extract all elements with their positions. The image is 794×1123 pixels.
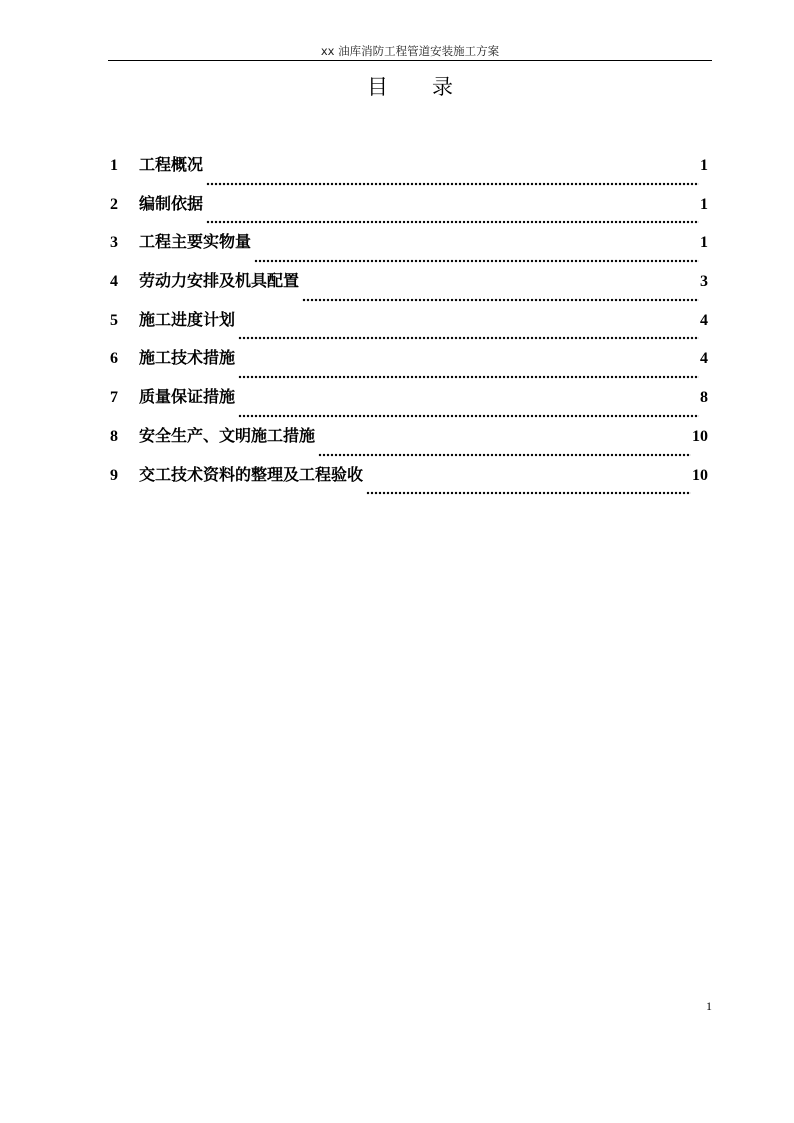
toc-entry-page: 4 <box>700 311 708 329</box>
toc-entry-number: 8 <box>110 427 118 445</box>
toc-entry-6[interactable] <box>110 346 708 385</box>
title-char-2: 录 <box>432 75 453 99</box>
toc-entry-title: 施工技术措施 <box>139 348 236 368</box>
toc-entry-page: 10 <box>692 466 708 484</box>
toc-entry-title: 工程主要实物量 <box>139 232 252 252</box>
toc-entry-number: 3 <box>110 234 118 252</box>
toc-entry-page: 8 <box>700 389 708 407</box>
toc-entry-title: 劳动力安排及机具配置 <box>139 271 300 291</box>
toc-entry-number: 5 <box>110 311 118 329</box>
toc-entry-page: 3 <box>700 273 708 291</box>
toc-entry-title: 编制依据 <box>139 193 204 213</box>
toc-entry-title: 施工进度计划 <box>139 309 236 329</box>
toc-dot-leader <box>206 172 699 186</box>
title-char-1: 目 <box>367 75 388 99</box>
table-of-contents <box>110 153 708 501</box>
toc-entry-title: 质量保证措施 <box>139 387 236 407</box>
toc-entry-page: 1 <box>700 195 708 213</box>
toc-dot-leader <box>206 210 699 224</box>
table-of-contents-title <box>108 72 712 102</box>
toc-entry-number: 7 <box>110 389 118 407</box>
toc-entry-9[interactable] <box>110 463 708 502</box>
header-text: xx 油库消防工程管道安装施工方案 <box>320 44 500 58</box>
toc-dot-leader <box>238 404 699 418</box>
toc-dot-leader <box>302 288 699 302</box>
toc-entry-title: 安全生产、文明施工措施 <box>139 425 316 445</box>
toc-entry-page: 4 <box>700 350 708 368</box>
toc-entry-number: 9 <box>110 466 118 484</box>
toc-entry-number: 2 <box>110 195 118 213</box>
toc-entry-number: 6 <box>110 350 118 368</box>
toc-dot-leader <box>318 443 691 457</box>
toc-entry-number: 4 <box>110 273 118 291</box>
toc-entry-2[interactable] <box>110 192 708 231</box>
toc-entry-4[interactable] <box>110 269 708 308</box>
toc-entry-page: 10 <box>692 427 708 445</box>
page-number: 1 <box>706 999 712 1013</box>
toc-entry-3[interactable] <box>110 230 708 269</box>
toc-entry-page: 1 <box>700 234 708 252</box>
page-header <box>108 43 712 61</box>
toc-entry-8[interactable] <box>110 424 708 463</box>
toc-entry-page: 1 <box>700 157 708 174</box>
toc-entry-title: 交工技术资料的整理及工程验收 <box>139 464 364 484</box>
toc-dot-leader <box>238 326 699 340</box>
toc-entry-1[interactable] <box>110 153 708 192</box>
toc-dot-leader <box>238 365 699 379</box>
toc-dot-leader <box>254 249 699 263</box>
toc-entry-number: 1 <box>110 157 118 174</box>
toc-dot-leader <box>366 481 691 495</box>
toc-entry-title: 工程概况 <box>139 155 204 174</box>
toc-entry-7[interactable] <box>110 385 708 424</box>
toc-entry-5[interactable] <box>110 308 708 347</box>
